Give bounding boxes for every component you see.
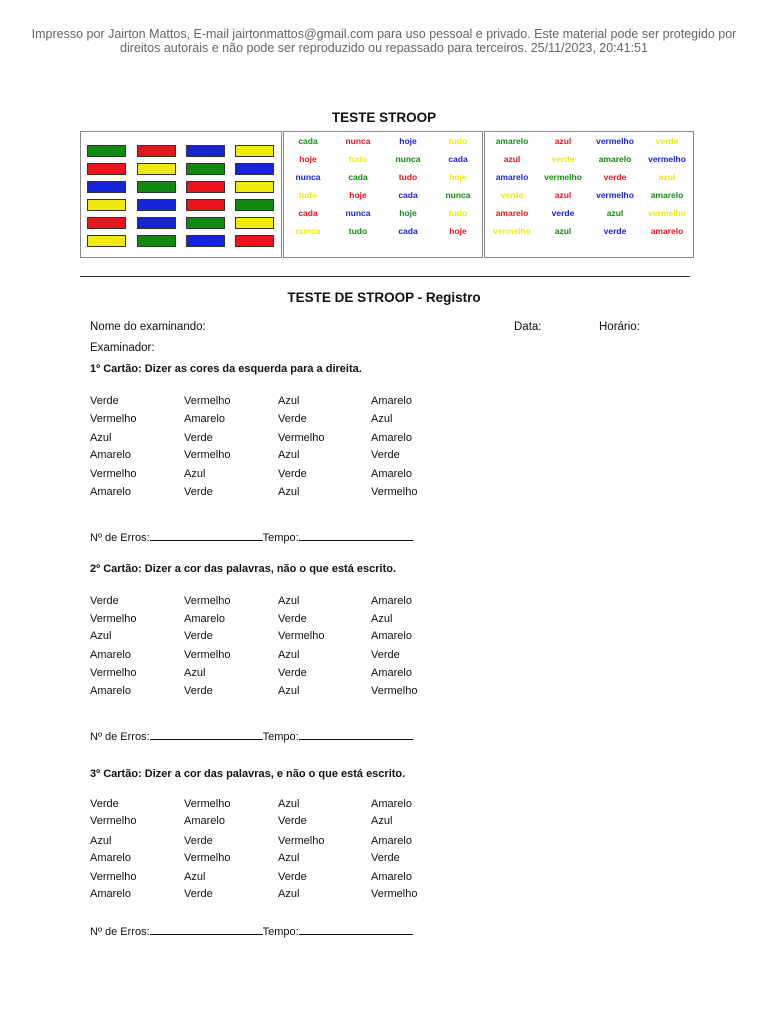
card-heading: 3º Cartão: Dizer a cor das palavras, e não o que está escrito. — [90, 768, 406, 780]
color-name-cell: Verde — [278, 815, 307, 827]
color-name-cell: Verde — [278, 613, 307, 625]
color-name-cell: Verde — [278, 667, 307, 679]
color-name-cell: Verde — [278, 468, 307, 480]
stroop-word: cada — [448, 154, 468, 164]
color-name-cell: Vermelho — [184, 649, 231, 661]
color-name-cell: Azul — [278, 395, 300, 407]
color-swatch — [186, 199, 225, 211]
color-name-cell: Verde — [90, 395, 119, 407]
color-name-cell: Vermelho — [371, 888, 418, 900]
stroop-word: verde — [655, 136, 679, 146]
color-name-cell: Vermelho — [278, 835, 325, 847]
color-name-cell: Azul — [90, 835, 112, 847]
color-name-cell: Vermelho — [90, 413, 137, 425]
stroop-word: azul — [554, 226, 572, 236]
time-field[interactable] — [299, 530, 413, 541]
color-swatch — [87, 199, 126, 211]
stroop-word: azul — [554, 136, 572, 146]
color-name-cell: Amarelo — [90, 685, 131, 697]
color-name-cell: Azul — [278, 595, 300, 607]
stroop-title: TESTE STROOP — [331, 110, 437, 125]
color-words-panel — [484, 131, 694, 258]
color-name-cell: Amarelo — [371, 667, 412, 679]
errors-label: Nº de Erros: — [90, 731, 150, 743]
color-name-cell: Amarelo — [371, 468, 412, 480]
stroop-word: hoje — [299, 154, 317, 164]
color-swatch — [186, 145, 225, 157]
stroop-word: vermelho — [648, 208, 686, 218]
color-name-cell: Amarelo — [184, 815, 225, 827]
color-name-cell: Amarelo — [371, 871, 412, 883]
color-name-cell: Vermelho — [184, 395, 231, 407]
stroop-word: azul — [606, 208, 624, 218]
color-name-cell: Amarelo — [371, 798, 412, 810]
watermark-line-2: direitos autorais e não pode ser reproduzido ou repassado para terceiros. 25/11/2023, 20:41:51 — [120, 41, 648, 55]
color-name-cell: Amarelo — [184, 613, 225, 625]
color-name-cell: Verde — [278, 871, 307, 883]
color-name-cell: Vermelho — [90, 613, 137, 625]
time-field[interactable] — [299, 729, 413, 740]
color-swatch — [235, 181, 274, 193]
color-name-cell: Amarelo — [90, 852, 131, 864]
stroop-word: nunca — [295, 226, 321, 236]
color-swatch — [87, 145, 126, 157]
stroop-word: amarelo — [495, 136, 529, 146]
color-name-cell: Vermelho — [90, 667, 137, 679]
color-name-cell: Vermelho — [184, 798, 231, 810]
color-name-cell: Azul — [278, 649, 300, 661]
color-swatch — [235, 163, 274, 175]
card-heading: 2º Cartão: Dizer a cor das palavras, não o que está escrito. — [90, 563, 397, 575]
color-name-cell: Vermelho — [184, 852, 231, 864]
color-name-cell: Azul — [278, 852, 300, 864]
color-name-cell: Verde — [184, 685, 213, 697]
color-name-cell: Amarelo — [90, 486, 131, 498]
stroop-word: hoje — [399, 136, 417, 146]
card-heading: 1º Cartão: Dizer as cores da esquerda para a direita. — [90, 363, 362, 375]
color-swatch — [137, 163, 176, 175]
color-swatch — [137, 217, 176, 229]
color-swatch — [186, 235, 225, 247]
stroop-word: hoje — [349, 190, 367, 200]
color-swatch — [235, 217, 274, 229]
color-name-cell: Amarelo — [90, 449, 131, 461]
color-swatch — [87, 217, 126, 229]
color-name-cell: Azul — [278, 798, 300, 810]
color-name-cell: Verde — [371, 649, 400, 661]
stroop-word: vermelho — [493, 226, 531, 236]
color-name-cell: Amarelo — [371, 630, 412, 642]
color-name-cell: Azul — [371, 815, 393, 827]
color-swatch — [186, 181, 225, 193]
color-name-cell: Vermelho — [371, 486, 418, 498]
stroop-word: tudo — [448, 208, 468, 218]
stroop-word: hoje — [449, 172, 467, 182]
stroop-word: vermelho — [596, 136, 634, 146]
stroop-word: nunca — [345, 208, 371, 218]
errors-time-row — [90, 924, 413, 938]
stroop-word: cada — [298, 136, 318, 146]
color-name-cell: Verde — [184, 835, 213, 847]
color-swatch — [87, 163, 126, 175]
color-name-cell: Vermelho — [90, 871, 137, 883]
color-swatch — [137, 235, 176, 247]
color-swatch — [137, 181, 176, 193]
color-name-cell: Azul — [278, 685, 300, 697]
errors-field[interactable] — [150, 924, 263, 935]
color-swatch — [186, 217, 225, 229]
color-name-cell: Verde — [90, 798, 119, 810]
color-name-cell: Azul — [184, 667, 206, 679]
color-name-cell: Amarelo — [90, 888, 131, 900]
color-name-cell: Amarelo — [371, 595, 412, 607]
stroop-word: amarelo — [598, 154, 632, 164]
stroop-word: vermelho — [596, 190, 634, 200]
color-name-cell: Azul — [278, 888, 300, 900]
stroop-word: nunca — [395, 154, 421, 164]
color-name-cell: Verde — [184, 486, 213, 498]
color-name-cell: Vermelho — [184, 595, 231, 607]
stroop-stimulus-card — [80, 131, 694, 258]
stroop-word: nunca — [345, 136, 371, 146]
color-name-cell: Azul — [371, 613, 393, 625]
registro-title: TESTE DE STROOP - Registro — [287, 290, 481, 305]
color-name-cell: Vermelho — [90, 815, 137, 827]
stroop-word: cada — [398, 190, 418, 200]
errors-label: Nº de Erros: — [90, 532, 150, 544]
stroop-word: tudo — [348, 226, 368, 236]
stroop-word: hoje — [399, 208, 417, 218]
date-label: Data: — [514, 321, 542, 333]
color-swatch — [235, 235, 274, 247]
color-name-cell: Vermelho — [278, 432, 325, 444]
color-swatch — [137, 145, 176, 157]
stroop-word: cada — [298, 208, 318, 218]
stroop-word: tudo — [348, 154, 368, 164]
time-field-label: Tempo: — [262, 731, 299, 743]
stroop-word: verde — [500, 190, 524, 200]
color-name-cell: Verde — [184, 888, 213, 900]
examinee-name-label: Nome do examinando: — [90, 321, 206, 333]
stroop-word: amarelo — [650, 226, 684, 236]
stroop-word: tudo — [398, 172, 418, 182]
time-field[interactable] — [299, 924, 413, 935]
color-name-cell: Azul — [184, 468, 206, 480]
color-name-cell: Verde — [278, 413, 307, 425]
color-name-cell: Amarelo — [371, 835, 412, 847]
neutral-words-panel — [283, 131, 483, 258]
stroop-word: tudo — [448, 136, 468, 146]
errors-time-row — [90, 729, 413, 743]
stroop-word: cada — [398, 226, 418, 236]
color-name-cell: Vermelho — [371, 685, 418, 697]
stroop-word: verde — [603, 226, 627, 236]
color-swatch — [137, 199, 176, 211]
color-name-cell: Verde — [184, 630, 213, 642]
stroop-word: nunca — [295, 172, 321, 182]
stroop-word: azul — [658, 172, 676, 182]
color-name-cell: Amarelo — [371, 432, 412, 444]
color-name-cell: Azul — [371, 413, 393, 425]
color-name-cell: Amarelo — [371, 395, 412, 407]
color-name-cell: Azul — [278, 449, 300, 461]
stroop-word: amarelo — [650, 190, 684, 200]
color-name-cell: Vermelho — [90, 468, 137, 480]
color-name-cell: Azul — [184, 871, 206, 883]
stroop-word: amarelo — [495, 172, 529, 182]
time-field-label: Tempo: — [262, 926, 299, 938]
stroop-word: verde — [603, 172, 627, 182]
stroop-word: vermelho — [648, 154, 686, 164]
errors-field[interactable] — [150, 729, 263, 740]
color-swatch — [186, 163, 225, 175]
color-name-cell: Vermelho — [184, 449, 231, 461]
stroop-word: azul — [503, 154, 521, 164]
color-name-cell: Azul — [278, 486, 300, 498]
color-name-cell: Verde — [371, 449, 400, 461]
color-name-cell: Amarelo — [90, 649, 131, 661]
stroop-word: azul — [554, 190, 572, 200]
color-name-cell: Verde — [184, 432, 213, 444]
color-name-cell: Verde — [371, 852, 400, 864]
watermark-line-1: Impresso por Jairton Mattos, E-mail jairtonmattos@gmail.com para uso pessoal e privado. Este material pode ser protegido por — [31, 27, 737, 41]
color-swatch-panel — [80, 131, 282, 258]
section-divider — [80, 276, 690, 277]
color-name-cell: Amarelo — [184, 413, 225, 425]
errors-time-row — [90, 530, 413, 544]
print-watermark — [30, 27, 738, 55]
stroop-word: verde — [551, 154, 575, 164]
color-name-cell: Azul — [90, 432, 112, 444]
stroop-word: verde — [551, 208, 575, 218]
color-swatch — [87, 235, 126, 247]
stroop-word: vermelho — [544, 172, 582, 182]
color-swatch — [87, 181, 126, 193]
stroop-word: amarelo — [495, 208, 529, 218]
stroop-word: cada — [348, 172, 368, 182]
stroop-word: nunca — [445, 190, 471, 200]
color-swatch — [235, 199, 274, 211]
stroop-word: tudo — [298, 190, 318, 200]
errors-field[interactable] — [150, 530, 263, 541]
color-name-cell: Verde — [90, 595, 119, 607]
color-name-cell: Azul — [90, 630, 112, 642]
time-field-label: Tempo: — [262, 532, 299, 544]
color-name-cell: Vermelho — [278, 630, 325, 642]
color-swatch — [235, 145, 274, 157]
examiner-label: Examinador: — [90, 342, 155, 354]
stroop-word: hoje — [449, 226, 467, 236]
errors-label: Nº de Erros: — [90, 926, 150, 938]
time-label: Horário: — [599, 321, 640, 333]
